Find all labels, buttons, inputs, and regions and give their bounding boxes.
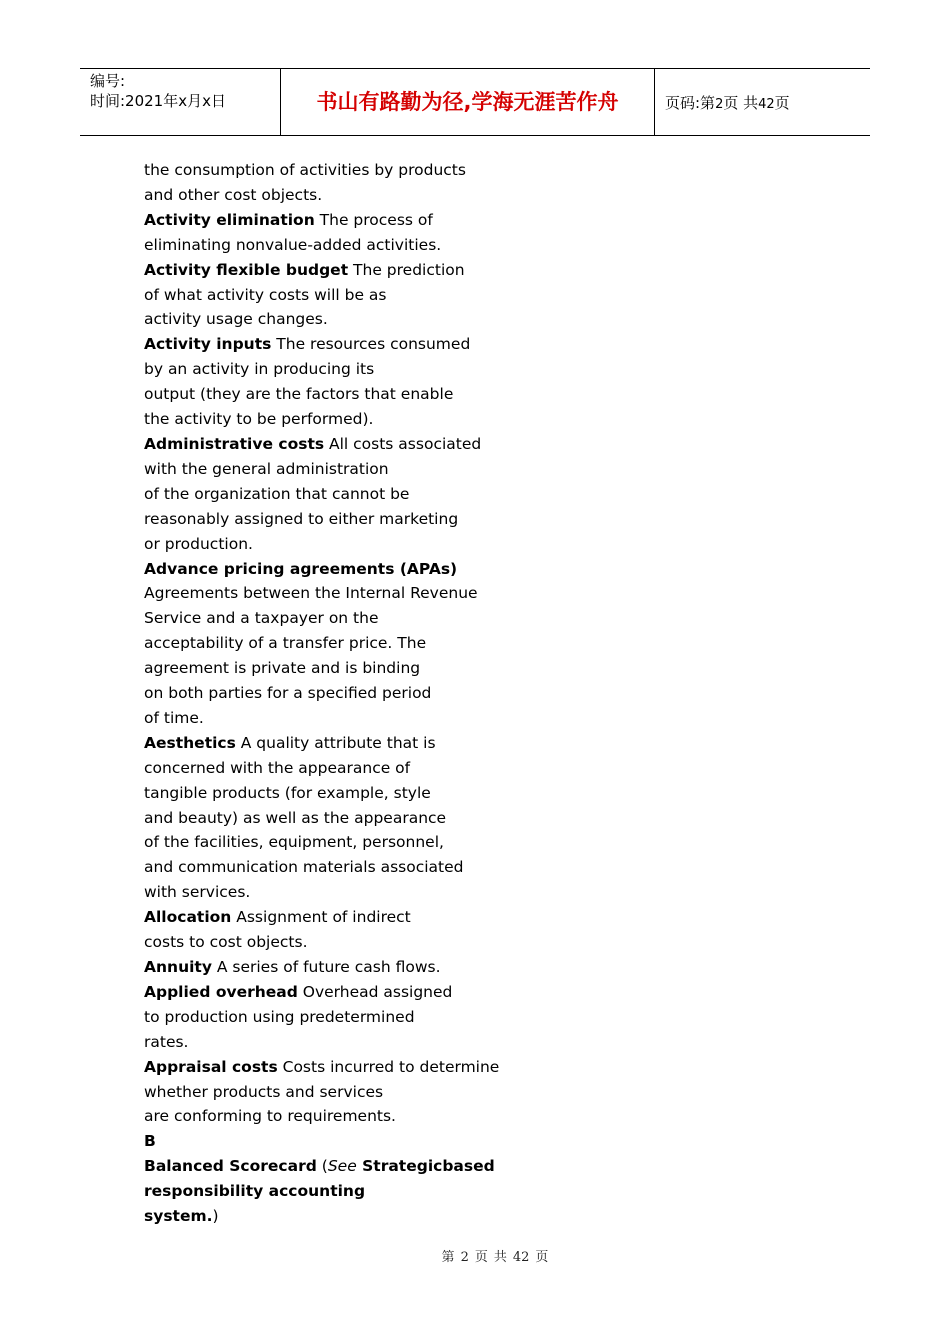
date-label: 时间:2021年x月x日 <box>90 92 226 110</box>
text-line: with services. <box>144 883 251 902</box>
glossary-term: Administrative costs <box>144 434 325 453</box>
definition-text: The resources consumed <box>271 335 471 354</box>
text-line: to production using predetermined <box>144 1007 415 1026</box>
definition-text: Costs incurred to determine <box>277 1057 500 1076</box>
glossary-entry <box>144 1055 564 1080</box>
footer-total: 42 <box>512 1250 530 1265</box>
text-line: activity usage changes. <box>144 310 328 329</box>
glossary-entry <box>144 905 564 930</box>
text-line: of the organization that cannot be <box>144 484 410 503</box>
glossary-entry <box>144 208 564 233</box>
glossary-term: Activity flexible budget <box>144 260 349 279</box>
open-paren: ( <box>316 1157 328 1176</box>
glossary-term: Annuity <box>144 958 212 976</box>
text-line: Agreements between the Internal Revenue <box>144 584 478 603</box>
glossary-term: Allocation <box>144 908 232 927</box>
section-letter-text: B <box>144 1132 156 1151</box>
glossary-term: Activity elimination <box>144 210 315 229</box>
glossary-entry <box>144 731 564 756</box>
cross-reference: system. <box>144 1207 213 1226</box>
text-line: are conforming to requirements. <box>144 1107 396 1126</box>
glossary-entry <box>144 980 564 1005</box>
text-line: reasonably assigned to either marketing <box>144 509 459 528</box>
see-reference: See <box>327 1157 357 1176</box>
text-line <box>144 1179 564 1204</box>
text-line: whether products and services <box>144 1082 384 1101</box>
footer-total-label: 共 <box>493 1250 507 1265</box>
definition-text: The process of <box>314 210 433 229</box>
text-line: of time. <box>144 708 204 727</box>
footer-last: 页 <box>535 1250 549 1265</box>
definition-text: Overhead assigned <box>297 982 453 1001</box>
page-prefix: 页码:第 <box>665 94 716 112</box>
page-current: 2 <box>715 97 724 112</box>
definition-text: A series of future cash flows. <box>211 958 441 976</box>
definition-text: All costs associated <box>324 434 482 453</box>
glossary-entry <box>144 1154 564 1179</box>
header-page-number <box>655 69 870 135</box>
text-line: with the general administration <box>144 459 389 478</box>
text-line: by an activity in producing its <box>144 360 375 379</box>
glossary-entry <box>144 432 564 457</box>
close-paren: ) <box>212 1207 219 1226</box>
glossary-term: Appraisal costs <box>144 1057 278 1076</box>
definition-text: A quality attribute that is <box>235 733 436 752</box>
glossary-entry <box>144 557 564 582</box>
text-line: of the facilities, equipment, personnel, <box>144 833 444 852</box>
definition-text: Assignment of indirect <box>231 908 411 927</box>
header-motto: 书山有路勤为径,学海无涯苦作舟 <box>281 69 655 135</box>
text-line: acceptability of a transfer price. The <box>144 634 427 653</box>
text-line: the consumption of activities by products <box>144 161 466 179</box>
page-suffix: 页 <box>774 94 790 112</box>
text-line: or production. <box>144 534 253 553</box>
text-line: output (they are the factors that enable <box>144 385 454 404</box>
glossary-term: Balanced Scorecard <box>144 1157 317 1176</box>
text-line: and communication materials associated <box>144 858 464 877</box>
text-line: and other cost objects. <box>144 185 323 204</box>
text-line: on both parties for a specified period <box>144 684 432 703</box>
header-meta <box>80 69 281 135</box>
serial-label: 编号: <box>90 72 126 90</box>
footer-first: 第 <box>441 1250 455 1265</box>
text-line: Service and a taxpayer on the <box>144 609 379 628</box>
text-line: of what activity costs will be as <box>144 285 387 304</box>
page-total: 42 <box>758 97 775 112</box>
glossary-entry <box>144 332 564 357</box>
glossary-term: Activity inputs <box>144 335 272 354</box>
text-line: eliminating nonvalue-added activities. <box>144 235 442 254</box>
cross-reference: Strategicbased <box>356 1157 495 1176</box>
page-footer <box>0 1246 950 1265</box>
text-line: costs to cost objects. <box>144 933 308 952</box>
footer-current: 2 <box>460 1250 469 1265</box>
glossary-body <box>144 158 564 1229</box>
text-line: the activity to be performed). <box>144 410 374 429</box>
glossary-entry <box>144 955 564 980</box>
page-mid: 页 共 <box>723 94 759 112</box>
cross-reference: responsibility accounting <box>144 1182 366 1201</box>
glossary-entry <box>144 258 564 283</box>
glossary-term: Applied overhead <box>144 982 298 1001</box>
text-line: rates. <box>144 1032 189 1051</box>
text-line: tangible products (for example, style <box>144 783 431 802</box>
footer-page: 页 <box>474 1250 488 1265</box>
glossary-term: Aesthetics <box>144 733 236 752</box>
text-line: and beauty) as well as the appearance <box>144 808 447 827</box>
text-line: agreement is private and is binding <box>144 659 421 678</box>
definition-text: The prediction <box>348 260 465 279</box>
page-header <box>80 68 870 136</box>
text-line: concerned with the appearance of <box>144 758 411 777</box>
section-letter <box>144 1129 564 1154</box>
text-line <box>144 1204 564 1229</box>
glossary-term: Advance pricing agreements (APAs) <box>144 559 458 578</box>
